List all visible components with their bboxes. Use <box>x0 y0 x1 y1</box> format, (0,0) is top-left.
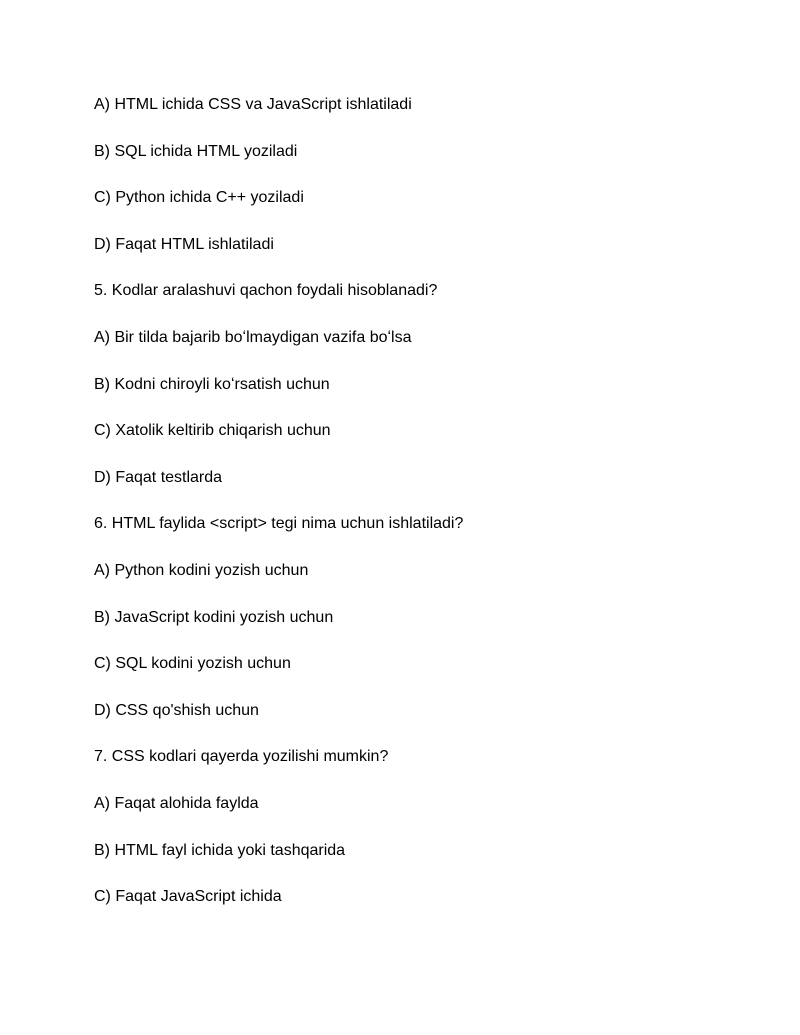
answer-option-a: A) HTML ichida CSS va JavaScript ishlatiladi <box>94 96 412 113</box>
answer-option-c: C) Faqat JavaScript ichida <box>94 888 282 906</box>
answer-option-c: C) Python ichida C++ yoziladi <box>94 189 304 207</box>
answer-option-b: B) SQL ichida HTML yoziladi <box>94 142 298 160</box>
question-7: 7. CSS kodlari qayerda yozilishi mumkin? <box>94 748 389 766</box>
answer-option-a: A) Faqat alohida faylda <box>94 794 259 812</box>
answer-option-c: C) SQL kodini yozish uchun <box>94 655 291 673</box>
answer-option-d: D) Faqat testlarda <box>94 468 223 486</box>
answer-option-d: D) CSS qo'shish uchun <box>94 701 259 719</box>
question-6: 6. HTML faylida <script> tegi nima uchun ishlatiladi? <box>94 515 464 533</box>
answer-option-b: B) HTML fayl ichida yoki tashqarida <box>94 841 346 859</box>
answer-option-b: B) JavaScript kodini yozish uchun <box>94 608 334 626</box>
question-list <box>94 93 734 932</box>
answer-option-b: B) Kodni chiroyli koʻrsatish uchun <box>94 375 330 393</box>
question-5: 5. Kodlar aralashuvi qachon foydali hisoblanadi? <box>94 282 438 300</box>
answer-option-c: C) Xatolik keltirib chiqarish uchun <box>94 422 331 440</box>
answer-option-a: A) Python kodini yozish uchun <box>94 561 309 579</box>
answer-option-a: A) Bir tilda bajarib boʻlmaydigan vazifa boʻlsa <box>94 328 412 346</box>
answer-option-d: D) Faqat HTML ishlatiladi <box>94 235 274 253</box>
